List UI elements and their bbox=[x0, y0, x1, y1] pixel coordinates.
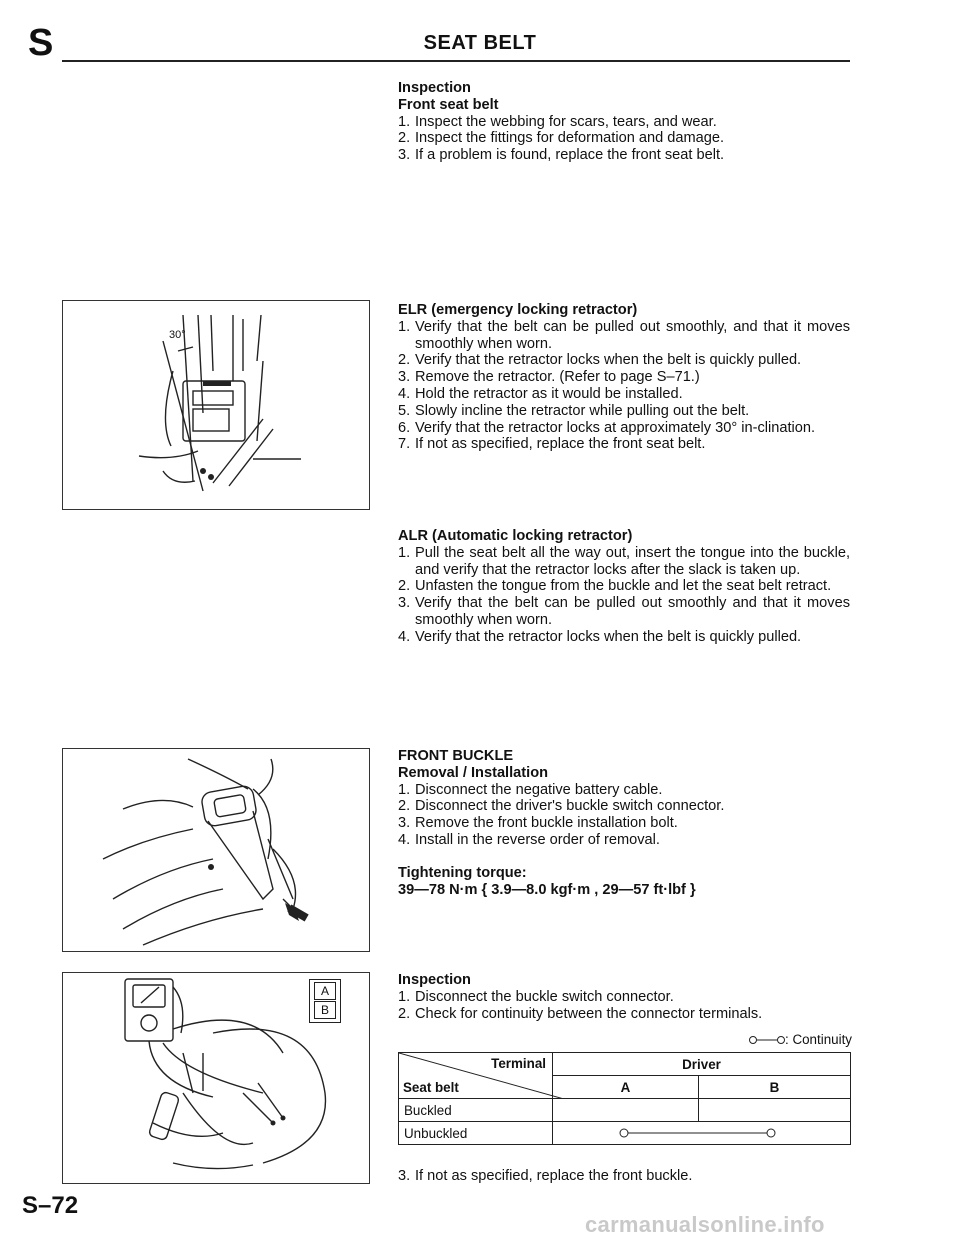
continuity-legend bbox=[700, 1032, 852, 1047]
buckle-inspection-section bbox=[398, 972, 850, 1022]
page-title: SEAT BELT bbox=[423, 32, 537, 54]
front-buckle-section bbox=[398, 748, 850, 898]
row-label: Buckled bbox=[399, 1099, 553, 1122]
terminal-header: Terminal bbox=[491, 1056, 546, 1071]
row-label: Unbuckled bbox=[399, 1122, 553, 1145]
list-item: 7. If not as specified, replace the front seat belt. bbox=[398, 436, 706, 453]
final-step: 3. If not as specified, replace the front buckle. bbox=[398, 1168, 693, 1184]
section-heading: ALR (Automatic locking retractor) bbox=[398, 528, 633, 544]
list-item: 2. Unfasten the tongue from the buckle and let the seat belt retract. bbox=[398, 578, 832, 595]
section-heading: ELR (emergency locking retractor) bbox=[398, 302, 638, 318]
section-subheading: Front seat belt bbox=[398, 96, 499, 113]
continuity-table bbox=[398, 1052, 851, 1145]
terminal-b-label: B bbox=[314, 1001, 336, 1019]
section-heading: Inspection bbox=[398, 80, 471, 96]
section-heading: FRONT BUCKLE bbox=[398, 748, 514, 764]
list-item: 1. Pull the seat belt all the way out, insert the tongue into the buckle, and verify that the retractor locks after the slack is taken up. bbox=[398, 544, 850, 578]
retractor-angle-figure bbox=[62, 300, 370, 510]
continuity-cell bbox=[553, 1122, 851, 1145]
section-letter: S bbox=[28, 22, 54, 64]
terminal-a-label: A bbox=[314, 982, 336, 1000]
watermark: carmanualsonline.info bbox=[585, 1212, 825, 1237]
front-buckle-figure bbox=[62, 748, 370, 952]
column-a-header: A bbox=[553, 1076, 699, 1099]
alr-section bbox=[398, 528, 850, 646]
elr-section bbox=[398, 302, 850, 453]
continuity-symbol-icon bbox=[749, 1035, 785, 1045]
list-item: 2. Check for continuity between the connector terminals. bbox=[398, 1005, 763, 1022]
table-row bbox=[399, 1122, 851, 1145]
list-item: 6. Verify that the retractor locks at approximately 30° in-clination. bbox=[398, 419, 816, 436]
angle-label: 30° bbox=[169, 329, 186, 341]
list-item: 3. If a problem is found, replace the front seat belt. bbox=[398, 147, 725, 164]
seat-belt-header: Seat belt bbox=[403, 1080, 459, 1095]
table-corner-cell bbox=[399, 1053, 553, 1099]
list-item: 1. Inspect the webbing for scars, tears, and wear. bbox=[398, 113, 717, 130]
list-item: 2. Verify that the retractor locks when the belt is quickly pulled. bbox=[398, 352, 802, 369]
list-item: 5. Slowly incline the retractor while pulling out the belt. bbox=[398, 402, 750, 419]
retractor-drawing bbox=[63, 301, 369, 509]
list-item: 2. Inspect the fittings for deformation and damage. bbox=[398, 130, 725, 147]
legend-text: : Continuity bbox=[785, 1032, 852, 1047]
continuity-line-icon bbox=[553, 1122, 841, 1144]
list-item: 1. Verify that the belt can be pulled out smoothly, and that it moves smoothly when worn. bbox=[398, 318, 850, 352]
list-item: 4. Install in the reverse order of removal. bbox=[398, 831, 660, 848]
list-item: 4. Verify that the retractor locks when the belt is quickly pulled. bbox=[398, 628, 802, 645]
table-row bbox=[399, 1099, 851, 1122]
driver-header: Driver bbox=[553, 1053, 851, 1076]
list-item: 3. Verify that the belt can be pulled out smoothly and that it moves smoothly when worn. bbox=[398, 595, 850, 628]
list-item: 2. Disconnect the driver's buckle switch connector. bbox=[398, 798, 725, 815]
section-heading: Inspection bbox=[398, 972, 471, 988]
list-item: 3. Remove the retractor. (Refer to page S–71.) bbox=[398, 369, 700, 386]
list-item: 4. Hold the retractor as it would be installed. bbox=[398, 385, 683, 402]
torque-label: Tightening torque: bbox=[398, 864, 527, 881]
column-b-header: B bbox=[699, 1076, 851, 1099]
header-rule bbox=[62, 60, 850, 62]
buckle-continuity-figure bbox=[62, 972, 370, 1184]
torque-value: 39—78 N·m { 3.9—8.0 kgf·m , 29—57 ft·lbf } bbox=[398, 881, 696, 898]
page-number: S–72 bbox=[22, 1192, 79, 1219]
list-item: 1. Disconnect the negative battery cable. bbox=[398, 781, 663, 798]
inspection-front-section bbox=[398, 80, 850, 164]
list-item: 3. Remove the front buckle installation bolt. bbox=[398, 815, 678, 832]
connector-icon bbox=[309, 979, 341, 1023]
buckle-drawing bbox=[63, 749, 369, 951]
section-subheading: Removal / Installation bbox=[398, 764, 549, 781]
list-item: 1. Disconnect the buckle switch connector. bbox=[398, 988, 674, 1005]
